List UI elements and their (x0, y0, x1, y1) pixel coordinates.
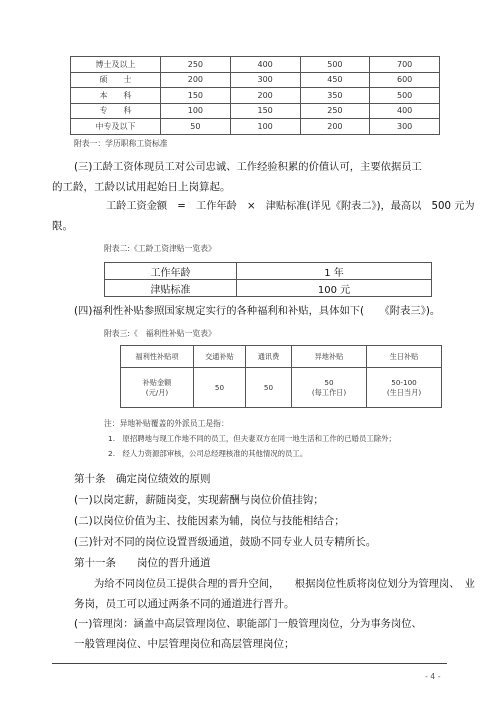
table1-cell: 150 (161, 88, 231, 104)
table1-caption: 附表一：学历职称工资标准 (74, 139, 168, 148)
article-11-title: 第十一条 岗位的晋升通道 (74, 557, 211, 569)
article-10-title: 第十条 确定岗位绩效的原则 (74, 473, 211, 485)
table1-row-label: 博士及以上 (71, 57, 161, 73)
section-4-text: (四)福利性补贴参照国家规定实行的各种福利和补贴，具体如下( 《附表三》)。 (74, 305, 441, 317)
table-row (71, 72, 440, 88)
table1-cell: 400 (370, 103, 440, 119)
table1-cell: 150 (230, 103, 300, 119)
header-communication: 通讯费 (246, 346, 292, 368)
table1-cell: 200 (230, 88, 300, 104)
value-birthday (367, 368, 442, 408)
value-birthday-amount: 50-100 (391, 377, 417, 387)
article-10-item1: (一)以岗定薪，薪随岗变，实现薪酬与岗位价值挂钩； (74, 494, 324, 506)
table1-cell: 500 (300, 57, 370, 73)
table1-cell: 200 (300, 119, 370, 135)
table-row (105, 263, 432, 280)
table1-cell: 600 (370, 72, 440, 88)
table-row (105, 280, 432, 297)
note-1: 1. 原招聘地与现工作地不同的员工，但夫妻双方在同一地生活和工作的已婚员工除外； (108, 434, 396, 443)
table2-value-1: 100 元 (237, 280, 432, 297)
article-11-para4: 一般管理岗位、中层管理岗位和高层管理岗位； (74, 638, 295, 650)
footer-rule (52, 663, 447, 664)
article-10-item3: (三)针对不同的岗位设置晋级通道，鼓励不同专业人员专精所长。 (74, 536, 377, 548)
table1-row-label: 本 科 (71, 88, 161, 104)
header-offsite: 异地补贴 (292, 346, 367, 368)
table1-cell: 100 (161, 103, 231, 119)
page-number: - 4 - (425, 672, 441, 681)
table1-cell: 700 (370, 57, 440, 73)
education-salary-table (70, 56, 440, 135)
table2-label-0: 工作年龄 (105, 263, 237, 280)
welfare-allowance-table (120, 345, 442, 408)
row-label (121, 368, 194, 408)
article-11-para2: 务岗，员工可以通过两条不同的通道进行晋升。 (74, 598, 295, 610)
table2-caption: 附表二:《工龄工资津贴一览表》 (104, 244, 216, 253)
value-offsite-amount: 50 (324, 377, 334, 387)
value-birthday-note: (生日当月) (386, 387, 422, 397)
seniority-allowance-table (104, 262, 432, 297)
table2-label-1: 津贴标准 (105, 280, 237, 297)
notes-title: 注：异地补贴覆盖的外派员工是指： (104, 419, 229, 428)
row-label-line1: 补贴金额 (142, 377, 172, 387)
header-birthday: 生日补贴 (367, 346, 442, 368)
table1-cell: 200 (161, 72, 231, 88)
table-row (71, 57, 440, 73)
header-item: 福利性补贴项 (121, 346, 194, 368)
formula-line1: 工龄工资金额 = 工作年龄 × 津贴标准(详见《附表二》)，最高以 500 元为 (106, 201, 475, 212)
table-row (71, 88, 440, 104)
table1-row-label: 专 科 (71, 103, 161, 119)
table1-cell: 250 (300, 103, 370, 119)
row-label-line2: (元/月) (145, 387, 169, 397)
article-11-para3: (一)管理岗：涵盖中高层管理岗位、职能部门一般管理岗位，分为事务岗位、 (74, 618, 422, 630)
table-row (71, 119, 440, 135)
article-11-para1: 为给不同岗位员工提供合理的晋升空间， 根据岗位性质将岗位划分为管理岗、 业 (94, 578, 475, 590)
table1-row-label: 硕 士 (71, 72, 161, 88)
table1-cell: 300 (370, 119, 440, 135)
table1-row-label: 中专及以下 (71, 119, 161, 135)
table1-cell: 250 (161, 57, 231, 73)
table1-cell: 450 (300, 72, 370, 88)
table1-cell: 500 (370, 88, 440, 104)
value-transport: 50 (194, 368, 246, 408)
table1-cell: 400 (230, 57, 300, 73)
value-offsite-note: (每工作日) (311, 387, 347, 397)
table-header-row (121, 346, 442, 368)
table2-value-0: 1 年 (237, 263, 432, 280)
section-3-line2: 的工龄，工龄以试用起始日上岗算起。 (52, 181, 231, 193)
table3-caption: 附表三:《 福利性补贴一览表》 (104, 329, 216, 338)
value-offsite (292, 368, 367, 408)
section-3-line1: (三)工龄工资体现员工对公司忠诚、工作经验积累的价值认可，主要依据员工 (74, 161, 422, 173)
table-row (71, 103, 440, 119)
table1-cell: 350 (300, 88, 370, 104)
article-10-item2: (二)以岗位价值为主、技能因素为辅，岗位与技能相结合； (74, 515, 345, 527)
note-2: 2. 经人力资源部审核，公司总经理核准的其他情况的员工。 (108, 449, 308, 458)
formula-line2: 限。 (52, 220, 73, 232)
table1-cell: 300 (230, 72, 300, 88)
value-communication: 50 (246, 368, 292, 408)
table-row (121, 368, 442, 408)
table1-cell: 50 (161, 119, 231, 135)
header-transport: 交通补贴 (194, 346, 246, 368)
table1-cell: 100 (230, 119, 300, 135)
